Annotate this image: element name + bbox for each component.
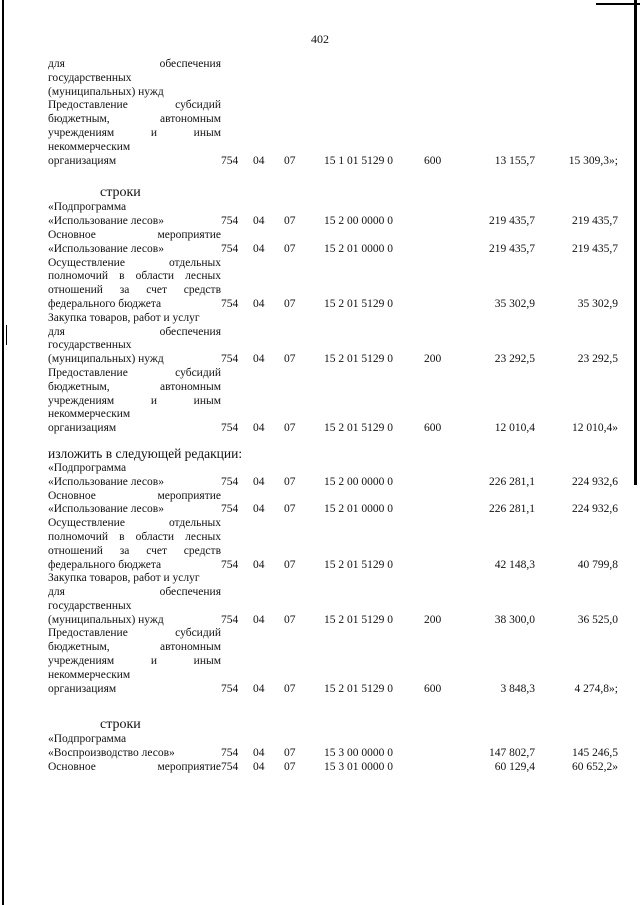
section-code: 04 — [253, 154, 265, 167]
table-row — [48, 490, 618, 518]
row-name — [48, 517, 221, 572]
section-code: 04 — [253, 475, 265, 488]
expense-type: 200 — [424, 353, 442, 366]
right-scan-border — [634, 0, 637, 485]
target-article: 15 2 00 0000 0 — [324, 215, 393, 228]
amount-year-2: 4 274,8»; — [574, 682, 618, 695]
row-name-line: «Использование лесов» — [48, 242, 164, 255]
target-article: 15 2 01 0000 0 — [324, 242, 393, 255]
subsection-code: 07 — [284, 297, 296, 310]
amount-year-1: 60 129,4 — [494, 761, 535, 774]
row-name — [48, 312, 221, 367]
target-article: 15 2 01 5129 0 — [324, 558, 393, 571]
subsection-code: 07 — [284, 747, 296, 760]
section-code: 04 — [253, 558, 265, 571]
row-name-line: бюджетным, автономным — [48, 641, 221, 654]
row-name-line: некоммерческим — [48, 408, 131, 421]
table-row — [48, 572, 618, 627]
rows-block-1 — [48, 201, 618, 436]
row-name-line: «Подпрограмма — [48, 733, 127, 746]
section-heading-rows-1: строки — [100, 185, 141, 201]
section-code: 04 — [253, 297, 265, 310]
amount-year-1: 3 848,3 — [500, 682, 535, 695]
amount-year-2: 219 435,7 — [572, 242, 618, 255]
row-name — [48, 367, 221, 436]
table-row — [48, 761, 618, 775]
amount-year-2: 145 246,5 — [572, 747, 618, 760]
row-name-line: бюджетным, автономным — [48, 113, 221, 126]
left-scan-mark — [6, 325, 7, 345]
amount-year-2: 224 932,6 — [572, 475, 618, 488]
section-code: 04 — [253, 215, 265, 228]
amount-year-1: 35 302,9 — [494, 297, 535, 310]
amount-year-2: 60 652,2» — [572, 761, 618, 774]
amount-year-2: 23 292,5 — [577, 353, 618, 366]
row-name-line: учреждениям и иным — [48, 655, 221, 668]
left-scan-border — [2, 0, 4, 905]
row-name-line: полномочий в области лесных — [48, 530, 221, 543]
row-name — [48, 490, 221, 518]
row-name-line: некоммерческим — [48, 668, 131, 681]
page-number: 402 — [311, 32, 329, 46]
row-name-line: некоммерческим — [48, 140, 131, 153]
table-row — [48, 627, 618, 696]
table-row — [48, 58, 618, 99]
row-name — [48, 462, 221, 490]
section-code: 04 — [253, 613, 265, 626]
ved-code: 754 — [221, 682, 239, 695]
amount-year-2: 40 799,8 — [577, 558, 618, 571]
section-code: 04 — [253, 503, 265, 516]
ved-code: 754 — [221, 297, 239, 310]
row-name-line: Основное мероприятие — [48, 761, 221, 774]
row-name-line: отношений за счет средств — [48, 544, 221, 557]
table-row — [48, 99, 618, 168]
ved-code: 754 — [221, 422, 239, 435]
expense-type: 600 — [424, 422, 442, 435]
subsection-code: 07 — [284, 613, 296, 626]
amount-year-2: 224 932,6 — [572, 503, 618, 516]
row-name-line: государственных — [48, 71, 132, 84]
ved-code: 754 — [221, 215, 239, 228]
amount-year-1: 147 802,7 — [489, 747, 535, 760]
row-name-line: для обеспечения — [48, 58, 221, 70]
row-name-line: бюджетным, автономным — [48, 380, 221, 393]
row-name — [48, 229, 221, 257]
ved-code: 754 — [221, 475, 239, 488]
row-name — [48, 58, 221, 99]
row-name-line: для обеспечения — [48, 586, 221, 599]
row-name-line: Предоставление субсидий — [48, 627, 221, 640]
amount-year-1: 226 281,1 — [489, 503, 535, 516]
expense-type: 600 — [424, 682, 442, 695]
row-name-line: полномочий в области лесных — [48, 270, 221, 283]
table-row — [48, 312, 618, 367]
ved-code: 754 — [221, 761, 239, 774]
row-name-line: (муниципальных) нужд — [48, 85, 164, 98]
amount-year-1: 38 300,0 — [494, 613, 535, 626]
table-row — [48, 201, 618, 229]
subsection-code: 07 — [284, 353, 296, 366]
row-name-line: федерального бюджета — [48, 558, 162, 571]
section-heading-rows-2: строки — [100, 717, 141, 733]
row-name-line: Основное мероприятие — [48, 489, 221, 502]
table-row — [48, 733, 618, 761]
rows-block-2 — [48, 462, 618, 697]
row-name-line: Осуществление отдельных — [48, 256, 221, 269]
row-name — [48, 257, 221, 312]
row-name-line: «Воспроизводство лесов» — [48, 747, 175, 760]
amount-year-1: 23 292,5 — [494, 353, 535, 366]
section-code: 04 — [253, 353, 265, 366]
subsection-code: 07 — [284, 422, 296, 435]
subsection-code: 07 — [284, 761, 296, 774]
table-row — [48, 257, 618, 312]
subsection-code: 07 — [284, 558, 296, 571]
target-article: 15 3 00 0000 0 — [324, 747, 393, 760]
amount-year-1: 226 281,1 — [489, 475, 535, 488]
subsection-code: 07 — [284, 215, 296, 228]
subsection-code: 07 — [284, 682, 296, 695]
target-article: 15 2 01 5129 0 — [324, 682, 393, 695]
amount-year-2: 12 010,4» — [572, 422, 618, 435]
subsection-code: 07 — [284, 475, 296, 488]
subsection-code: 07 — [284, 242, 296, 255]
ved-code: 754 — [221, 503, 239, 516]
row-name-line: (муниципальных) нужд — [48, 613, 164, 626]
ved-code: 754 — [221, 154, 239, 167]
row-name-line: «Подпрограмма — [48, 461, 127, 474]
amount-year-1: 219 435,7 — [489, 215, 535, 228]
row-name-line: государственных — [48, 339, 132, 352]
table-row — [48, 517, 618, 572]
target-article: 15 2 01 0000 0 — [324, 503, 393, 516]
row-name-line: организациям — [48, 154, 117, 167]
amount-year-2: 15 309,3»; — [568, 154, 618, 167]
row-name-line: «Подпрограмма — [48, 201, 127, 214]
row-name-line: «Использование лесов» — [48, 215, 164, 228]
row-name-line: учреждениям и иным — [48, 126, 221, 139]
row-name-line: для обеспечения — [48, 325, 221, 338]
target-article: 15 1 01 5129 0 — [324, 154, 393, 167]
target-article: 15 2 01 5129 0 — [324, 297, 393, 310]
expense-type: 200 — [424, 613, 442, 626]
row-name-line: организациям — [48, 682, 117, 695]
section-code: 04 — [253, 747, 265, 760]
ved-code: 754 — [221, 747, 239, 760]
row-name — [48, 733, 221, 761]
row-name-line: Закупка товаров, работ и услуг — [48, 572, 200, 585]
row-name — [48, 99, 221, 168]
top-right-scan-mark — [596, 3, 640, 5]
row-name-line: организациям — [48, 422, 117, 435]
section-code: 04 — [253, 422, 265, 435]
row-name — [48, 201, 221, 229]
target-article: 15 2 01 5129 0 — [324, 422, 393, 435]
amount-year-1: 12 010,4 — [494, 422, 535, 435]
row-name-line: государственных — [48, 599, 132, 612]
target-article: 15 2 00 0000 0 — [324, 475, 393, 488]
expense-type: 600 — [424, 154, 442, 167]
row-name-line: «Использование лесов» — [48, 475, 164, 488]
table-row — [48, 229, 618, 257]
row-name-line: Осуществление отдельных — [48, 517, 221, 530]
row-name-line: Закупка товаров, работ и услуг — [48, 311, 200, 324]
section-heading-new-edition: изложить в следующей редакции: — [48, 445, 243, 461]
row-name-line: Основное мероприятие — [48, 228, 221, 241]
row-name-line: федерального бюджета — [48, 297, 162, 310]
ved-code: 754 — [221, 242, 239, 255]
table-row — [48, 367, 618, 436]
target-article: 15 3 01 0000 0 — [324, 761, 393, 774]
target-article: 15 2 01 5129 0 — [324, 613, 393, 626]
subsection-code: 07 — [284, 154, 296, 167]
section-code: 04 — [253, 242, 265, 255]
ved-code: 754 — [221, 613, 239, 626]
row-name-line: (муниципальных) нужд — [48, 353, 164, 366]
table-row — [48, 462, 618, 490]
subsection-code: 07 — [284, 503, 296, 516]
row-name-line: «Использование лесов» — [48, 503, 164, 516]
amount-year-2: 219 435,7 — [572, 215, 618, 228]
ved-code: 754 — [221, 558, 239, 571]
amount-year-1: 42 148,3 — [494, 558, 535, 571]
rows-top — [48, 58, 618, 168]
section-code: 04 — [253, 761, 265, 774]
row-name-line: Предоставление субсидий — [48, 99, 221, 112]
row-name-line: Предоставление субсидий — [48, 366, 221, 379]
ved-code: 754 — [221, 353, 239, 366]
target-article: 15 2 01 5129 0 — [324, 353, 393, 366]
section-code: 04 — [253, 682, 265, 695]
amount-year-1: 13 155,7 — [494, 154, 535, 167]
row-name-line: учреждениям и иным — [48, 394, 221, 407]
amount-year-2: 35 302,9 — [577, 297, 618, 310]
amount-year-1: 219 435,7 — [489, 242, 535, 255]
row-name — [48, 627, 221, 696]
row-name — [48, 761, 221, 775]
row-name — [48, 572, 221, 627]
row-name-line: отношений за счет средств — [48, 284, 221, 297]
amount-year-2: 36 525,0 — [577, 613, 618, 626]
document-body — [48, 58, 618, 775]
rows-block-3 — [48, 733, 618, 774]
